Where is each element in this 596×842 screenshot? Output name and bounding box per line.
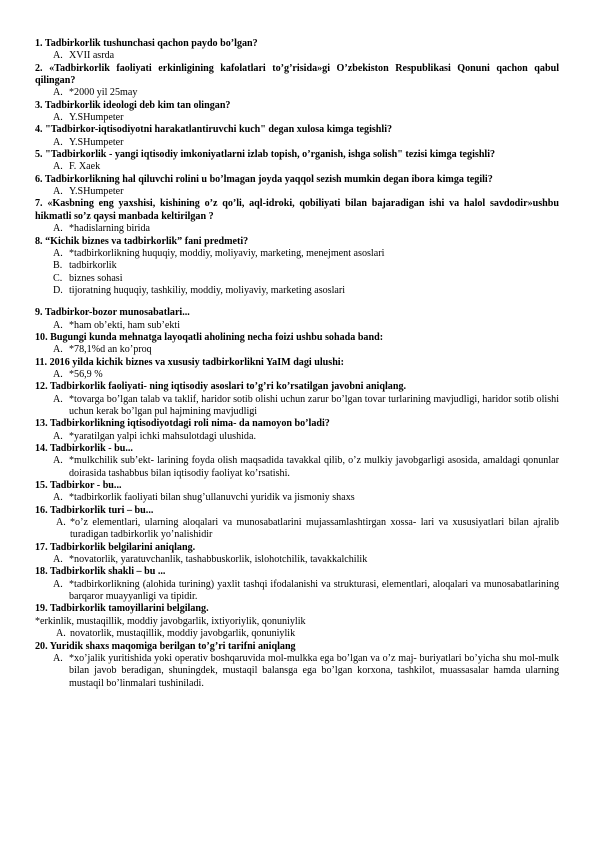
answer-option xyxy=(53,186,559,198)
answer-option xyxy=(53,394,559,419)
question-text: 20. Yuridik shaxs maqomiga berilgan to’g’ri tarifni aniqlang xyxy=(35,640,296,652)
option-text: F. Xaek xyxy=(69,161,101,173)
question-text: 17. Tadbirkorlik belgilarini aniqlang. xyxy=(35,541,196,553)
option-text: XVII asrda xyxy=(69,50,115,62)
question-text: 18. Tadbirkorlik shakli – bu ... xyxy=(35,566,166,578)
document-page xyxy=(35,38,559,690)
answer-option xyxy=(56,628,559,640)
answer-option xyxy=(53,492,559,504)
option-marker: A. xyxy=(56,517,66,529)
option-text: *o’z elementlari, ularning aloqalari va munosabatlarini mujassamlashtirgan xossa- lari va xususiyatlari bilan ajralib turadigan tadbirkorlik yo’nalishidir xyxy=(70,517,559,541)
answer-option xyxy=(53,369,559,381)
option-marker: A. xyxy=(53,136,63,148)
answer-option xyxy=(53,87,559,99)
question-text: 10. Bugungi kunda mehnatga layoqatli aholining necha foizi ushbu sohada band: xyxy=(35,331,384,343)
question-text: 5. "Tadbirkorlik - yangi iqtisodiy imkoniyatlarni izlab topish, o’rganish, ishga solish" tezisi kimga tegishli? xyxy=(35,149,496,161)
option-text: novatorlik, mustaqillik, moddiy javobgarlik, qonuniylik xyxy=(70,628,296,640)
answer-option xyxy=(53,320,559,332)
plain-answer-line: *erkinlik, mustaqillik, moddiy javobgarlik, ixtiyoriylik, qonuniylik xyxy=(35,615,306,627)
question-text: 15. Tadbirkor - bu... xyxy=(35,480,122,492)
option-marker: A. xyxy=(53,554,63,566)
option-text: *mulkchilik sub’ekt- larining foyda olish maqsadida tavakkal qilib, o’z mulkiy javobgarligi asosida, amaldagi qonunlar doirasida tashabbus bilan iqtisodiy faoliyat ko’rsatishi. xyxy=(69,455,559,479)
question-text: 7. «Kasbning eng yaxshisi, kishining o’z qo’li, aql-idroki, qobiliyati bilan bajaradigan ishi va halol savdodir»ushbu hikmatli so’z qaysi manbada keltirilgan ? xyxy=(35,198,559,222)
option-marker: C. xyxy=(53,272,63,284)
question-text: 6. Tadbirkorlikning hal qiluvchi rolini u bo’lmagan joyda yaqqol sezish mumkin degan ibora kimga tegili? xyxy=(35,173,493,185)
option-text: *yaratilgan yalpi ichki mahsulotdagi ulushida. xyxy=(69,430,256,442)
answer-option xyxy=(53,161,559,173)
question-text: 14. Tadbirkorlik - bu... xyxy=(35,443,133,454)
option-marker: A. xyxy=(53,368,63,380)
answer-option xyxy=(53,554,559,566)
option-text: tijoratning huquqiy, tashkiliy, moddiy, moliyaviy, marketing asoslari xyxy=(69,284,346,296)
answer-option xyxy=(53,260,559,272)
question-text: 2. «Tadbirkorlik faoliyati erkinligining kafolatlari to’g’risida»gi O’zbekiston Respublikasi Qonuni qachon qabul qilingan? xyxy=(35,62,559,87)
answer-option xyxy=(53,285,559,297)
question-text: 8. “Kichik biznes va tadbirkorlik” fani predmeti? xyxy=(35,235,249,247)
option-marker: A. xyxy=(53,578,63,590)
option-text: *hadislarning birida xyxy=(69,223,151,235)
answer-option xyxy=(53,248,559,260)
question-text: 13. Tadbirkorlikning iqtisodiyotdagi roli nima- da namoyon bo’ladi? xyxy=(35,418,330,430)
question-text: 4. "Tadbirkor-iqtisodiyotni harakatlantiruvchi kuch" degan xulosa kimga tegishli? xyxy=(35,124,393,136)
option-marker: A. xyxy=(56,628,66,640)
answer-option xyxy=(53,137,559,149)
answer-option xyxy=(53,653,559,690)
answer-option xyxy=(53,223,559,235)
option-text: *78,1%d an ko’proq xyxy=(69,344,152,356)
question-text: 9. Tadbirkor-bozor munosabatlari... xyxy=(35,307,190,319)
option-text: Y.SHumpeter xyxy=(69,136,124,148)
answer-option xyxy=(53,50,559,62)
option-marker: A. xyxy=(53,652,63,664)
option-marker: A. xyxy=(53,344,63,356)
answer-option xyxy=(56,517,559,542)
option-marker: A. xyxy=(53,112,63,124)
question-text: 16. Tadbirkorlik turi – bu... xyxy=(35,504,154,516)
question-text: 11. 2016 yilda kichik biznes va xususiy tadbirkorlikni YaIM dagi ulushi: xyxy=(35,356,344,368)
question-text: 3. Tadbirkorlik ideologi deb kim tan olingan? xyxy=(35,99,231,111)
answer-option xyxy=(53,455,559,480)
option-text: *tadbirkorlikning huquqiy, moddiy, moliyaviy, marketing, menejment asoslari xyxy=(69,247,385,259)
question-text: 12. Tadbirkorlik faoliyati- ning iqtisodiy asoslari to’g’ri ko’rsatilgan javobni aniqlang. xyxy=(35,381,407,393)
option-text: *xo’jalik yuritishida yoki operativ boshqaruvida mol-mulkka ega bo’lgan va o’z maj- buriyatlari bo’yicha shu mol-mulk bilan javob beradigan, shuningdek, mustaqil balansga ega bo’lgan korxona, tashkilot, muassasalar hamda ularning mustaqil bo’linmalari tushiniladi. xyxy=(69,652,559,689)
option-marker: A. xyxy=(53,161,63,173)
option-marker: A. xyxy=(53,247,63,259)
answer-option xyxy=(53,112,559,124)
option-marker: D. xyxy=(53,284,63,296)
option-text: *tadbirkorlikning (alohida turining) yaxlit tashqi ifodalanishi va strukturasi, elementlari, aloqalari va munosabatlarining barqaror muayyanligi va tipidir. xyxy=(69,578,559,603)
answer-option xyxy=(53,431,559,443)
option-text: Y.SHumpeter xyxy=(69,112,124,124)
option-text: biznes sohasi xyxy=(69,272,123,284)
option-text: tadbirkorlik xyxy=(69,260,117,272)
option-text: *novatorlik, yaratuvchanlik, tashabbuskorlik, islohotchilik, tavakkalchilik xyxy=(69,554,368,566)
option-text: *ham ob’ekti, ham sub’ekti xyxy=(69,319,181,331)
option-marker: A. xyxy=(53,87,63,99)
answer-option xyxy=(53,273,559,285)
answer-option xyxy=(53,579,559,604)
option-marker: A. xyxy=(53,223,63,235)
option-text: *tadbirkorlik faoliyati bilan shug’ullanuvchi yuridik va jismoniy shaxs xyxy=(69,492,355,504)
option-marker: B. xyxy=(53,260,63,272)
option-marker: A. xyxy=(53,393,63,405)
option-marker: A. xyxy=(53,430,63,442)
option-text: *2000 yil 25may xyxy=(69,87,138,99)
option-marker: A. xyxy=(53,319,63,331)
option-marker: A. xyxy=(53,186,63,198)
option-text: *56,9 % xyxy=(69,368,103,380)
answer-option xyxy=(53,344,559,356)
option-text: *tovarga bo’lgan talab va taklif, haridor sotib olishi uchun zarur bo’lgan tovar turlarining mavjudligi, haridor sotib olishi uchun kerak bo’lgan pul hajmining mavjudligi xyxy=(69,393,559,417)
option-marker: A. xyxy=(53,492,63,504)
option-marker: A. xyxy=(53,455,63,467)
question-text: 1. Tadbirkorlik tushunchasi qachon paydo bo’lgan? xyxy=(35,38,258,49)
option-text: Y.SHumpeter xyxy=(69,186,124,198)
spacer xyxy=(35,297,559,307)
question-text: 19. Tadbirkorlik tamoyillarini belgilang. xyxy=(35,603,209,615)
option-marker: A. xyxy=(53,50,63,62)
